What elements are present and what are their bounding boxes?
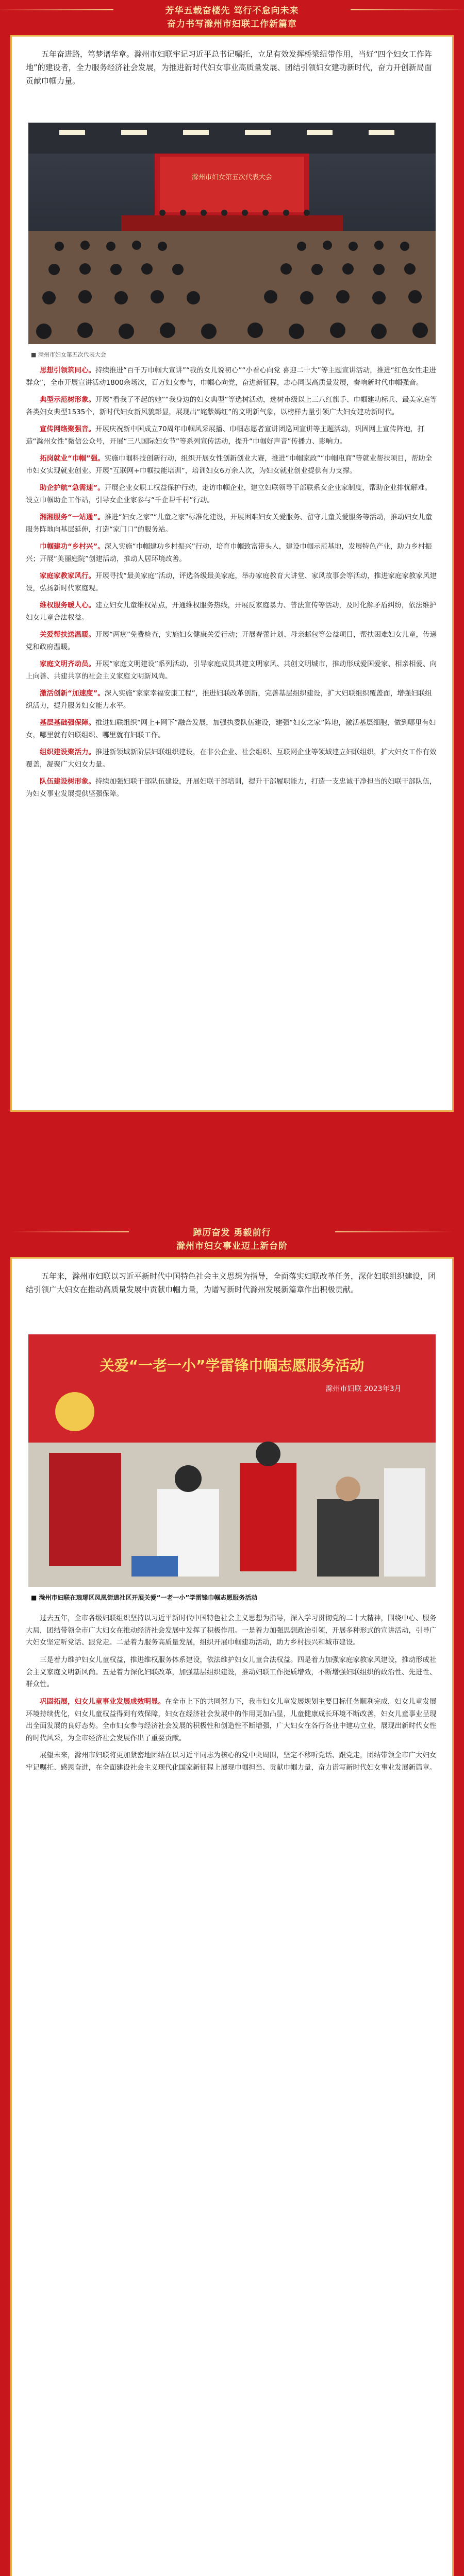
paragraph-keyword: 巾帼建功“乡村兴”。 xyxy=(40,543,105,551)
section1-header xyxy=(124,4,340,31)
paragraph-keyword: 拓岗就业“巾帼”强。 xyxy=(40,454,105,463)
section2-title-line1: 踔厉奋发 勇毅前行 xyxy=(193,1228,271,1238)
paragraph xyxy=(26,482,438,506)
section1-photo xyxy=(28,123,436,344)
paragraph xyxy=(26,629,438,653)
paragraph-text: 过去五年，全市各级妇联组织坚持以习近平新时代中国特色社会主义思想为指导，深入学习贯彻党的二十大精神，围绕中心、服务大局，团结带领全市广大妇女在推动经济社会发展中发挥了积极作用。一是着力加强思想政治引领，开展多种形式的宣讲活动，引导广大妇女坚定听党话、跟党走。二是着力服务高质量发展，组织开展巾帼建功活动，助力乡村振兴和城市建设。 xyxy=(26,1614,437,1647)
paragraph xyxy=(26,1654,438,1691)
paragraph xyxy=(26,570,438,595)
section1-title-line2: 奋力书写滁州市妇联工作新篇章 xyxy=(167,19,297,29)
paragraph xyxy=(26,512,438,536)
section2-photo-caption: ■ 滁州市妇联在琅琊区凤凰街道社区开展关爱“一老一小”学雷锋巾帼志愿服务活动 xyxy=(31,1594,258,1601)
paragraph-text: 开展“看我了不起的她”“我身边的妇女典型”等选树活动，选树市级以上三八红旗手、巾帼建功标兵、最美家庭等各类妇女典型1535个，新时代妇女新风貌彰显，展现出“姹紫嫣红”的文明新气象，以榜样力量引领广大妇女建功新时代。 xyxy=(26,396,437,416)
paragraph-text: 推进妇联组织“网上+网下”融合发展，加强执委队伍建设，建强“妇女之家”阵地，激活基层细胞，做到哪里有妇女，哪里就有妇联组织、哪里就有妇联工作。 xyxy=(26,719,436,739)
section2-card xyxy=(10,1257,454,2576)
poster-subtitle: 滁州市妇联 2023年3月 xyxy=(325,1385,402,1393)
paragraph-text: 展望未来，滁州市妇联将更加紧密地团结在以习近平同志为核心的党中央周围，坚定不移听党话、跟党走，团结带领全市广大妇女牢记嘱托、感恩奋进，在全面建设社会主义现代化国家新征程上展现巾帼担当、贡献巾帼力量，奋力谱写新时代妇女事业发展新篇章。 xyxy=(26,1751,437,1772)
paragraph-text: 三是着力维护妇女儿童权益，推进维权服务体系建设，依法维护妇女儿童合法权益。四是着力加强家庭家教家风建设，推动形成社会主义家庭文明新风尚。五是着力深化妇联改革，加强基层组织建设，推动妇联工作提质增效，不断增强妇联组织的政治性、先进性、群众性。 xyxy=(26,1656,437,1688)
paragraph xyxy=(26,658,438,683)
paragraph-keyword: 组织建设聚活力。 xyxy=(40,748,95,756)
paragraph-text: 持续加强妇联干部队伍建设，开展妇联干部培训，提升干部履职能力，打造一支忠诚干净担当的妇联干部队伍，为妇女事业发展提供坚强保障。 xyxy=(26,777,437,798)
paragraph-text: 推进“妇女之家”“儿童之家”标准化建设，开展困难妇女关爱服务、留守儿童关爱服务等活动，推动妇女儿童服务阵地向基层延伸，打造“家门口”的服务站。 xyxy=(26,513,433,534)
paragraph xyxy=(26,688,438,712)
paragraph-keyword: 宣传网络聚强音。 xyxy=(40,425,95,433)
paragraph-text: 开展寻找“最美家庭”活动，评选各级最美家庭，举办家庭教育大讲堂、家风故事会等活动，推进家庭家教家风建设，弘扬新时代家庭观。 xyxy=(26,572,437,592)
paragraph-keyword: 家庭文明齐动员。 xyxy=(40,660,95,668)
paragraph xyxy=(26,394,438,418)
paragraph-text: 开展“两癌”免费检查，实施妇女健康关爱行动；开展春蕾计划、母亲邮包等公益项目，帮扶困难妇女儿童，传递党和政府温暖。 xyxy=(26,631,437,651)
header-ornament-left xyxy=(0,9,113,10)
header-ornament-right xyxy=(351,9,464,10)
header-ornament-left xyxy=(10,1231,129,1232)
paragraph-keyword: 家庭家教家风行。 xyxy=(40,572,95,580)
paragraph-keyword: 思想引领筑同心。 xyxy=(40,366,95,375)
paragraph-keyword: 助企护航“急需速”。 xyxy=(40,484,105,492)
section1-title-line1: 芳华五载奋楼先 笃行不怠向未来 xyxy=(165,6,299,16)
section1-intro: 五年奋进路，笃梦谱华章。滁州市妇联牢记习近平总书记嘱托，立足有效发挥桥梁纽带作用，当好“四个妇女工作阵地”的建设者，全力服务经济社会发展，为推进新时代妇女事业高质量发展、团结引领妇女建功新时代，奋力开创新局面贡献巾帼力量。 xyxy=(26,49,432,86)
section2-intro: 五年来，滁州市妇联以习近平新时代中国特色社会主义思想为指导，全面落实妇联改革任务，深化妇联组织建设，团结引领广大妇女在推动高质量发展中贡献巾帼力量，为谱写新时代滁州发展新篇章作出积极贡献。 xyxy=(26,1272,436,1294)
section1-card xyxy=(10,35,454,1112)
paragraph xyxy=(26,1750,438,1774)
paragraph-keyword: 湘湘服务“一站通”。 xyxy=(40,513,105,521)
paragraph xyxy=(26,747,438,771)
party-emblem-icon xyxy=(55,1392,94,1431)
paragraph-keyword: 典型示范树形象。 xyxy=(40,396,95,404)
paragraph-text: 深入实施“巾帼建功乡村振兴”行动，培育巾帼致富带头人，建设巾帼示范基地，发展特色产业，助力乡村振兴；开展“美丽庭院”创建活动，推动人居环境改善。 xyxy=(26,543,432,563)
paragraph-text: 开展“家庭文明建设”系列活动，引导家庭成员共建文明家风、共创文明城市，推动形成爱国爱家、相亲相爱、向上向善、共建共享的社会主义家庭文明新风尚。 xyxy=(26,660,437,681)
paragraph xyxy=(26,776,438,800)
paragraph-keyword: 维权服务暖人心。 xyxy=(40,601,95,609)
paragraph-text: 推进新领域新阶层妇联组织建设，在非公企业、社会组织、互联网企业等领域建立妇联组织，扩大妇女工作有效覆盖，凝聚广大妇女力量。 xyxy=(26,748,437,769)
paragraph xyxy=(26,423,438,448)
paragraph xyxy=(26,1696,438,1744)
paragraph xyxy=(26,1613,438,1649)
paragraph-text: 深入实施“家家幸福安康工程”，推进妇联改革创新，完善基层组织建设，扩大妇联组织覆盖面，增强妇联组织活力，提升服务妇女能力水平。 xyxy=(26,689,432,710)
paragraph-keyword: 基层基础强保障。 xyxy=(40,719,95,727)
section2-title-line2: 滁州市妇女事业迈上新台阶 xyxy=(176,1241,288,1251)
paragraph-keyword: 关爱帮扶送温暖。 xyxy=(40,631,95,639)
section2-photo xyxy=(28,1334,436,1587)
paragraph-text: 建立妇女儿童维权站点，开通维权服务热线，开展反家庭暴力、普法宣传等活动，及时化解矛盾纠纷，依法维护妇女儿童合法权益。 xyxy=(26,601,437,622)
paragraph-text: 持续推进“百千万巾帼大宣讲”“我的女儿说初心”“小看心向党 喜迎二十大”等主题宣讲活动，推进“红色女性走进群众”，全市开展宣讲活动1800余场次，百万妇女参与，巾帼心向党，奋进新征程，志心同谋高质量发展，奏响新时代巾帼强音。 xyxy=(26,366,436,387)
poster-title: 关爱“一老一小”学雷锋巾帼志愿服务活动 xyxy=(100,1357,364,1374)
section2-header xyxy=(139,1226,325,1253)
paragraph xyxy=(26,600,438,624)
paragraph xyxy=(26,365,438,389)
paragraph-keyword: 激活创新“加速度”。 xyxy=(40,689,105,698)
paragraph xyxy=(26,453,438,477)
header-ornament-right xyxy=(335,1231,454,1232)
section1-photo-caption: ■ 滁州市妇女第五次代表大会 xyxy=(31,351,106,358)
paragraph xyxy=(26,717,438,741)
paragraph-keyword: 队伍建设树形象。 xyxy=(40,777,95,786)
paragraph xyxy=(26,541,438,565)
paragraph-text: 开展庆祝新中国成立70周年巾帼风采展播、巾帼志愿者宣讲团巡回宣讲等主题活动，巩固网上宣传阵地，打造“滁州女性”微信公众号，开展“三八国际妇女节”等系列宣传活动，提升“巾帼好声音”传播力、影响力。 xyxy=(26,425,425,446)
photo-banner-text: 滁州市妇女第五次代表大会 xyxy=(191,174,273,181)
paragraph-keyword: 巩固拓展，妇女儿童事业发展成效明显。 xyxy=(40,1698,165,1706)
paragraph-text: 在全市上下的共同努力下，我市妇女儿童发展规划主要目标任务顺利完成，妇女儿童发展环境持续优化，妇女儿童权益得到有效保障，妇女在经济社会发展中的作用更加凸显，儿童健康成长环境不断改善，妇女儿童事业呈现出全面发展的良好态势。全市妇女参与经济社会发展的积极性和创造性不断增强，广大妇女在各行各业中建功立业，展现出新时代女性的时代风采，为全市经济社会发展作出了重要贡献。 xyxy=(26,1698,437,1742)
paragraph-text: 开展企业女职工权益保护行动，走访巾帼企业，建立妇联领导干部联系女企业家制度，帮助企业排忧解难。设立巾帼助企工作站，引导女企业家参与“千企帮千村”行动。 xyxy=(26,484,432,504)
paragraph-text: 实施巾帼科技创新行动，组织开展女性创新创业大赛，推进“巾帼家政”“巾帼电商”等就业帮扶项目，帮助全市妇女实现就业创业。开展“互联网+巾帼技能培训”，培训妇女6万余人次，为妇女就业创业提供有力支撑。 xyxy=(26,454,433,475)
